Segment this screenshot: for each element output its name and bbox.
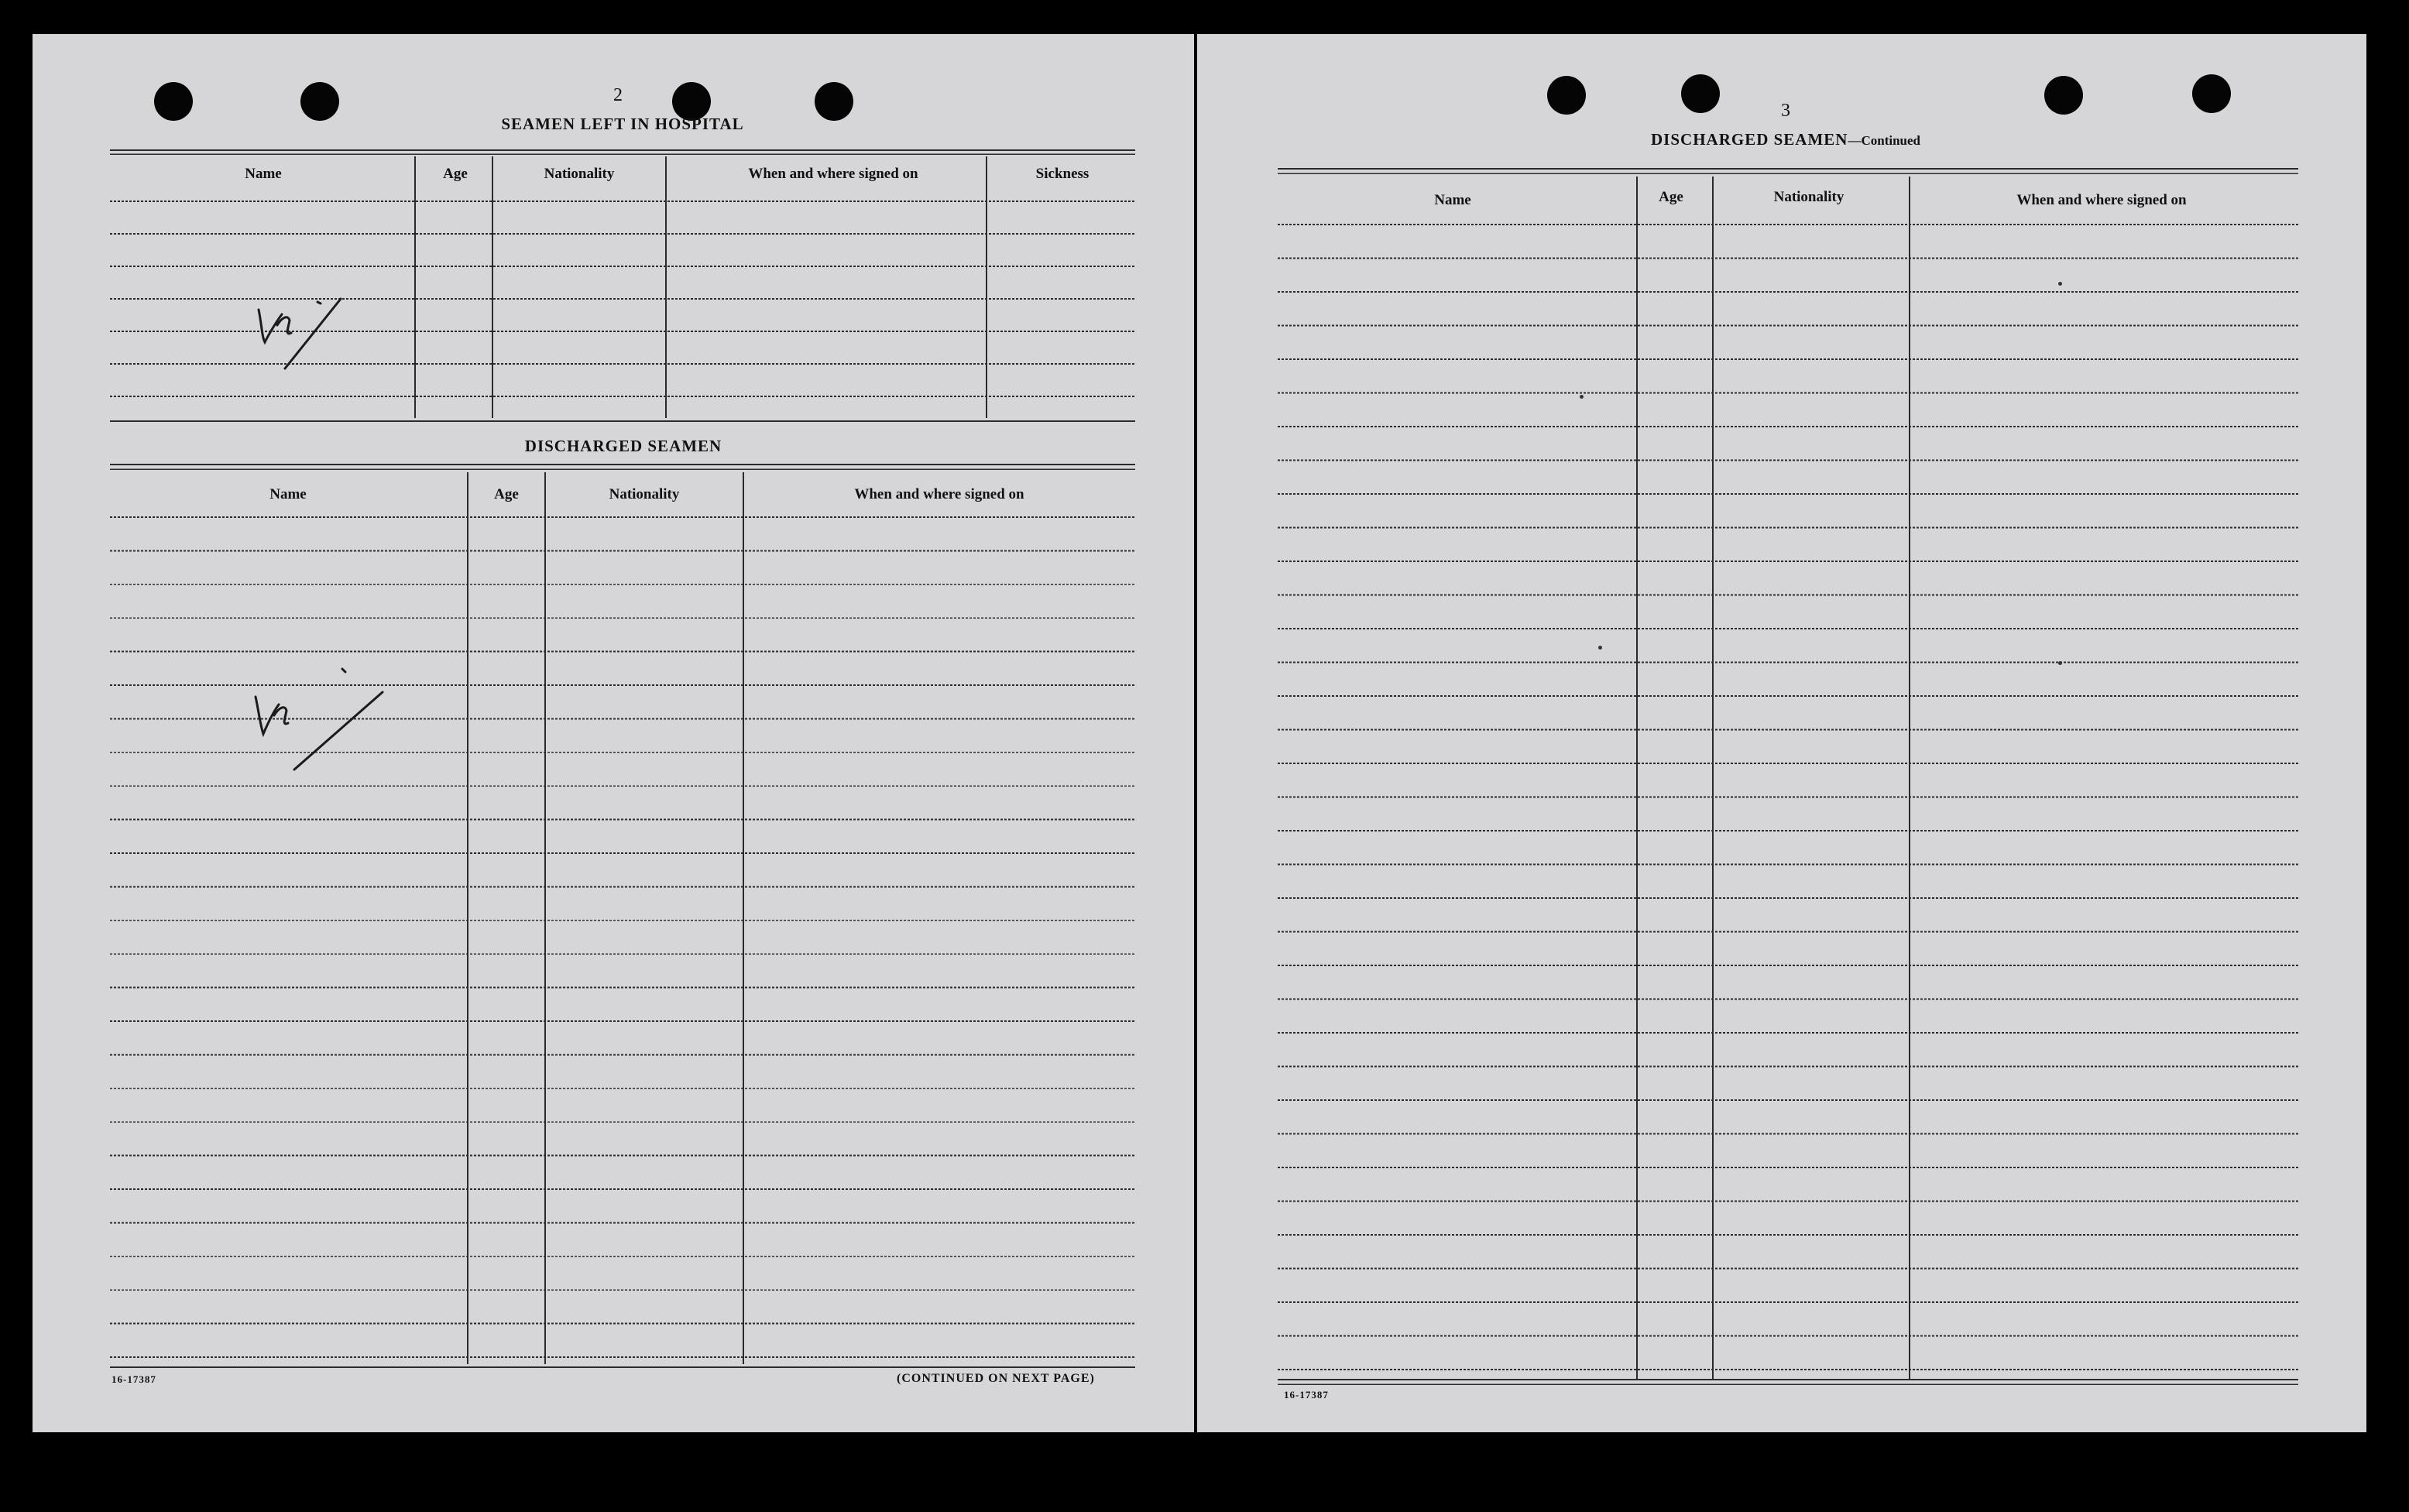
form-number: 16-17387 [112, 1373, 156, 1385]
handwritten-nil-mark [33, 34, 1194, 1432]
discharged-continued-title-main: DISCHARGED SEAMEN [1651, 130, 1848, 149]
discharged-col-signed-on: When and where signed on [854, 486, 1024, 502]
discharged-col-nationality: Nationality [609, 486, 680, 502]
continued-col-name: Name [1434, 192, 1471, 208]
continued-col-signed-on: When and where signed on [2016, 192, 2187, 208]
hospital-col-sickness: Sickness [1035, 166, 1090, 182]
hospital-col-signed-on: When and where signed on [748, 166, 918, 182]
page-number: 2 [613, 85, 623, 105]
continued-note: (CONTINUED ON NEXT PAGE) [897, 1372, 1095, 1385]
form-number: 16-17387 [1284, 1389, 1329, 1401]
ink-speck [2058, 282, 2062, 286]
hospital-col-nationality: Nationality [544, 166, 615, 182]
ink-speck [2058, 661, 2062, 665]
ink-speck [1580, 395, 1584, 399]
continued-col-age: Age [1659, 189, 1683, 205]
discharged-col-age: Age [494, 486, 519, 502]
left-page [33, 34, 1194, 1432]
right-page [1197, 34, 2366, 1432]
right-form-grid [1197, 34, 2366, 1432]
hospital-col-name: Name [245, 166, 282, 182]
hospital-section-title: SEAMEN LEFT IN HOSPITAL [501, 115, 744, 133]
discharged-section-title: DISCHARGED SEAMEN [524, 437, 722, 455]
hospital-col-age: Age [443, 166, 468, 182]
continued-col-nationality: Nationality [1773, 189, 1844, 205]
discharged-continued-suffix: —Continued [1848, 133, 1920, 148]
ink-speck [1598, 646, 1602, 650]
discharged-col-name: Name [269, 486, 307, 502]
page-number: 3 [1781, 101, 1790, 121]
